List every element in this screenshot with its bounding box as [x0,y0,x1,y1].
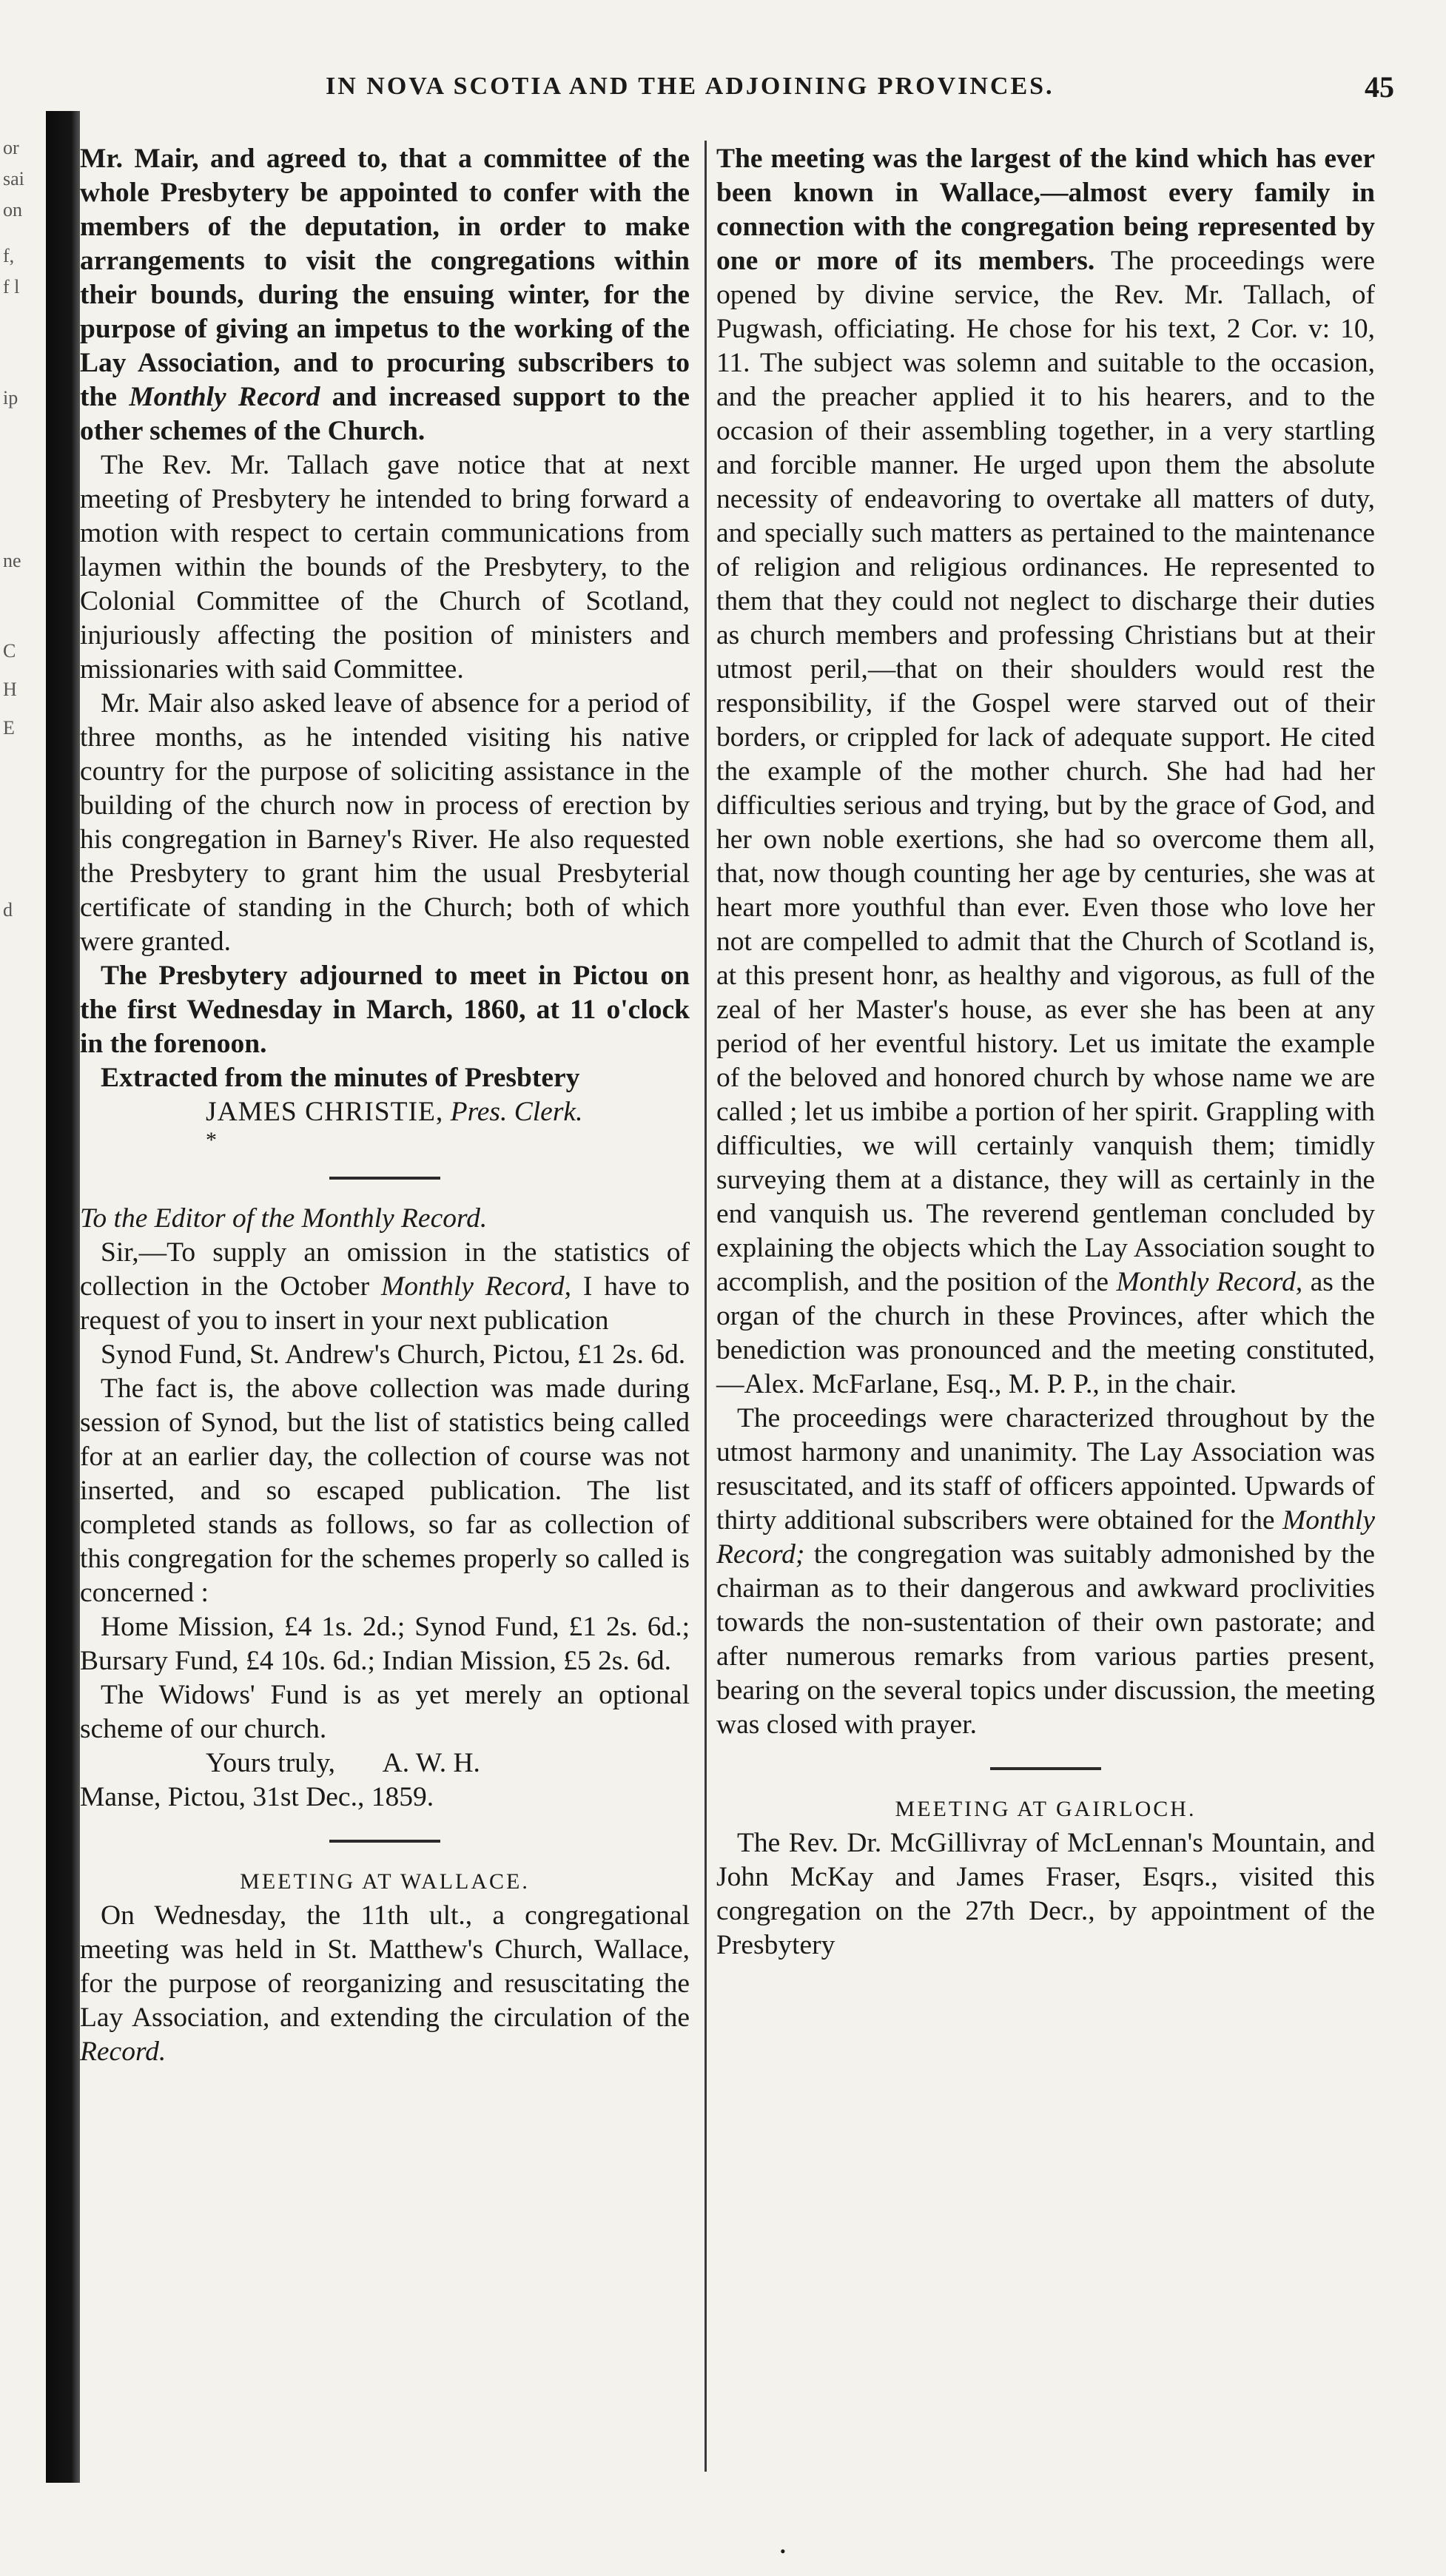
italic-title: Monthly Record, [380,1271,572,1302]
right-column [716,142,1375,1963]
left-column [80,142,690,2069]
letter-signoff [80,1746,690,1780]
letter-synod-fund: Synod Fund, St. Andrew's Church, Pictou, £1 2s. 6d. [101,1339,686,1370]
margin-fragment: or [3,137,19,158]
running-head [0,70,1446,117]
column-rule [704,141,707,2472]
committee-paragraph: Mr. Mair, and agreed to, that a committee of the whole Presbytery be appointed to confer with the members of the deputation, in order to make arrangements to visit the congregations within their bounds, during the ensuing winter, for the purpose of giving an impetus to the working of the Lay Association, and to procuring subscribers to the Monthly Record and increased support to the other schemes of the Church. [80,144,690,446]
section-divider [329,1177,440,1180]
italic-title: Record. [80,2037,167,2067]
wallace-meeting-paragraph: The meeting was the largest of the kind which has ever been known in Wallace,—almost every family in connection with the congregation being represented by one or more of its members. The proceedings were opened by divine service, the Rev. Mr. Tallach, of Pugwash, officiating. He chose for his text, 2 Cor. v: 10, 11. The subject was solemn and suitable to the occasion, and the preacher applied it to his hearers, and to the occasion of their assembling together, in a very startling and forcible manner. He urged upon them the absolute necessity of endeavoring to overtake all matters of duty, and specially such matters as pertained to the maintenance of religion and religious ordinances. He represented to them that they could not neglect to discharge their duties as church members and professing Christians but at their utmost peril,—that on their shoulders would rest the responsibility, if the Gospel were starved out of their borders, or crippled for lack of adequate support. He cited the example of the mother church. She had had her difficulties serious and trying, but by the grace of God, and her own noble exertions, she had so overcome them all, that, now though counting her age by centuries, she was at heart more youthful than ever. Even those who love her not are compelled to admit that the Church of Scotland is, at this present honr, as healthy and vigorous, as full of the zeal of her Master's house, as ever she has been at any period of her eventful history. Let us imitate the example of the beloved and honored church by whose name we are called ; let us imbibe a portion of her spirit. Grappling with difficulties, we will certainly vanquish them; timidly surveying them at a distance, they will as certainly in the end vanquish us. The reverend gentleman concluded by explaining the objects which the Lay Association sought to accomplish, and the position of the Monthly Record, as the organ of the church in these Provinces, after which the benediction was pronounced and the meeting constituted,—Alex. McFarlane, Esq., M. P. P., in the chair. [716,144,1376,1399]
gairloch-heading: MEETING AT GAIRLOCH. [895,1797,1197,1821]
margin-fragment: f l [3,276,20,297]
margin-fragment: E [3,717,15,739]
extract-line: Extracted from the minutes of Presbtery [101,1063,580,1093]
margin-fragment: d [3,899,13,921]
letter-dateline: Manse, Pictou, 31st Dec., 1859. [80,1782,434,1812]
editor-heading: To the Editor of the Monthly Record. [80,1203,488,1234]
margin-fragment: H [3,679,17,700]
binding-shadow [46,111,80,2483]
margin-bleed-fragments [0,122,44,1010]
gairloch-paragraph: The Rev. Dr. McGillivray of McLennan's Mountain, and John McKay and James Fraser, Esqrs., visited this congregation on the 27th Decr., by appointment of the Presbytery [716,1828,1375,1960]
wallace-heading: MEETING AT WALLACE. [240,1869,530,1894]
section-divider [990,1767,1101,1770]
italic-title: Monthly Record [129,382,320,412]
letter-opening: Sir,—To supply an omission in the statistics of collection in the October Monthly Record, I have to request of you to insert in your next publication [80,1237,690,1336]
margin-fragment: f, [3,245,15,266]
italic-title: Monthly Record; [716,1505,1375,1570]
leave-of-absence-paragraph: Mr. Mair also asked leave of absence for a period of three months, as he intended visiting his native country for the purpose of soliciting assistance in the building of the church now in process of erection by his congregation in Barney's River. He also requested the Presbytery to grant him the usual Presbyterial certificate of standing in the Church; both of which were granted. [80,688,690,957]
yours-truly: Yours truly, [206,1748,336,1778]
margin-fragment: C [3,640,16,662]
tallach-notice-paragraph: The Rev. Mr. Tallach gave notice that at next meeting of Presbytery he intended to bring forward a motion with respect to certain communications from laymen within the bounds of the Presbytery, to the Colonial Committee of the Church of Scotland, injuriously affecting the position of ministers and missionaries with said Committee. [80,450,690,685]
italic-title: Monthly Record, [1116,1267,1303,1297]
letter-fund-list: Home Mission, £4 1s. 2d.; Synod Fund, £1 2s. 6d.; Bursary Fund, £4 10s. 6d.; Indian Mission, £5 2s. 6d. [80,1612,690,1676]
page-number: 45 [1365,70,1394,104]
proceedings-paragraph: The proceedings were characterized throughout by the utmost harmony and unanimity. The Lay Association was resuscitated, and its staff of officers appointed. Upwards of thirty additional subscribers were obtained for the Monthly Record; the congregation was suitably admonished by the chairman as to their dangerous and awkward proclivities towards the non-sustentation of their own pastorate; and after numerous remarks from various parties present, bearing on the several topics under discussion, the meeting was closed with prayer. [716,1403,1376,1740]
margin-fragment: ip [3,387,19,408]
letter-widows-fund: The Widows' Fund is as yet merely an optional scheme of our church. [80,1680,690,1744]
margin-fragment: on [3,199,22,221]
adjournment-paragraph: The Presbytery adjourned to meet in Pictou on the first Wednesday in March, 1860, at 11 o'clock in the forenoon. [80,961,690,1059]
margin-fragment: sai [3,168,24,189]
running-title: IN NOVA SCOTIA AND THE ADJOINING PROVINCES. [326,73,1055,100]
margin-fragment: ne [3,550,21,571]
clerk-signature [80,1095,690,1129]
clerk-name: JAMES CHRISTIE, [206,1097,444,1127]
letter-explanation: The fact is, the above collection was made during session of Synod, but the list of statistics being called for at an earlier day, the collection of course was not inserted, and so escaped publication. The list completed stands as follows, so far as collection of this congregation for the schemes properly so called is concerned : [80,1373,690,1608]
letter-initials: A. W. H. [382,1748,480,1778]
clerk-title: Pres. Clerk. [450,1097,583,1127]
asterisk-mark: * [206,1128,217,1152]
footer-mark: • [780,2542,786,2560]
wallace-paragraph: On Wednesday, the 11th ult., a congregational meeting was held in St. Matthew's Church, Wallace, for the purpose of reorganizing and resuscitating the Lay Association, and extending the circulation of the Record. [80,1900,690,2067]
section-divider [329,1840,440,1843]
